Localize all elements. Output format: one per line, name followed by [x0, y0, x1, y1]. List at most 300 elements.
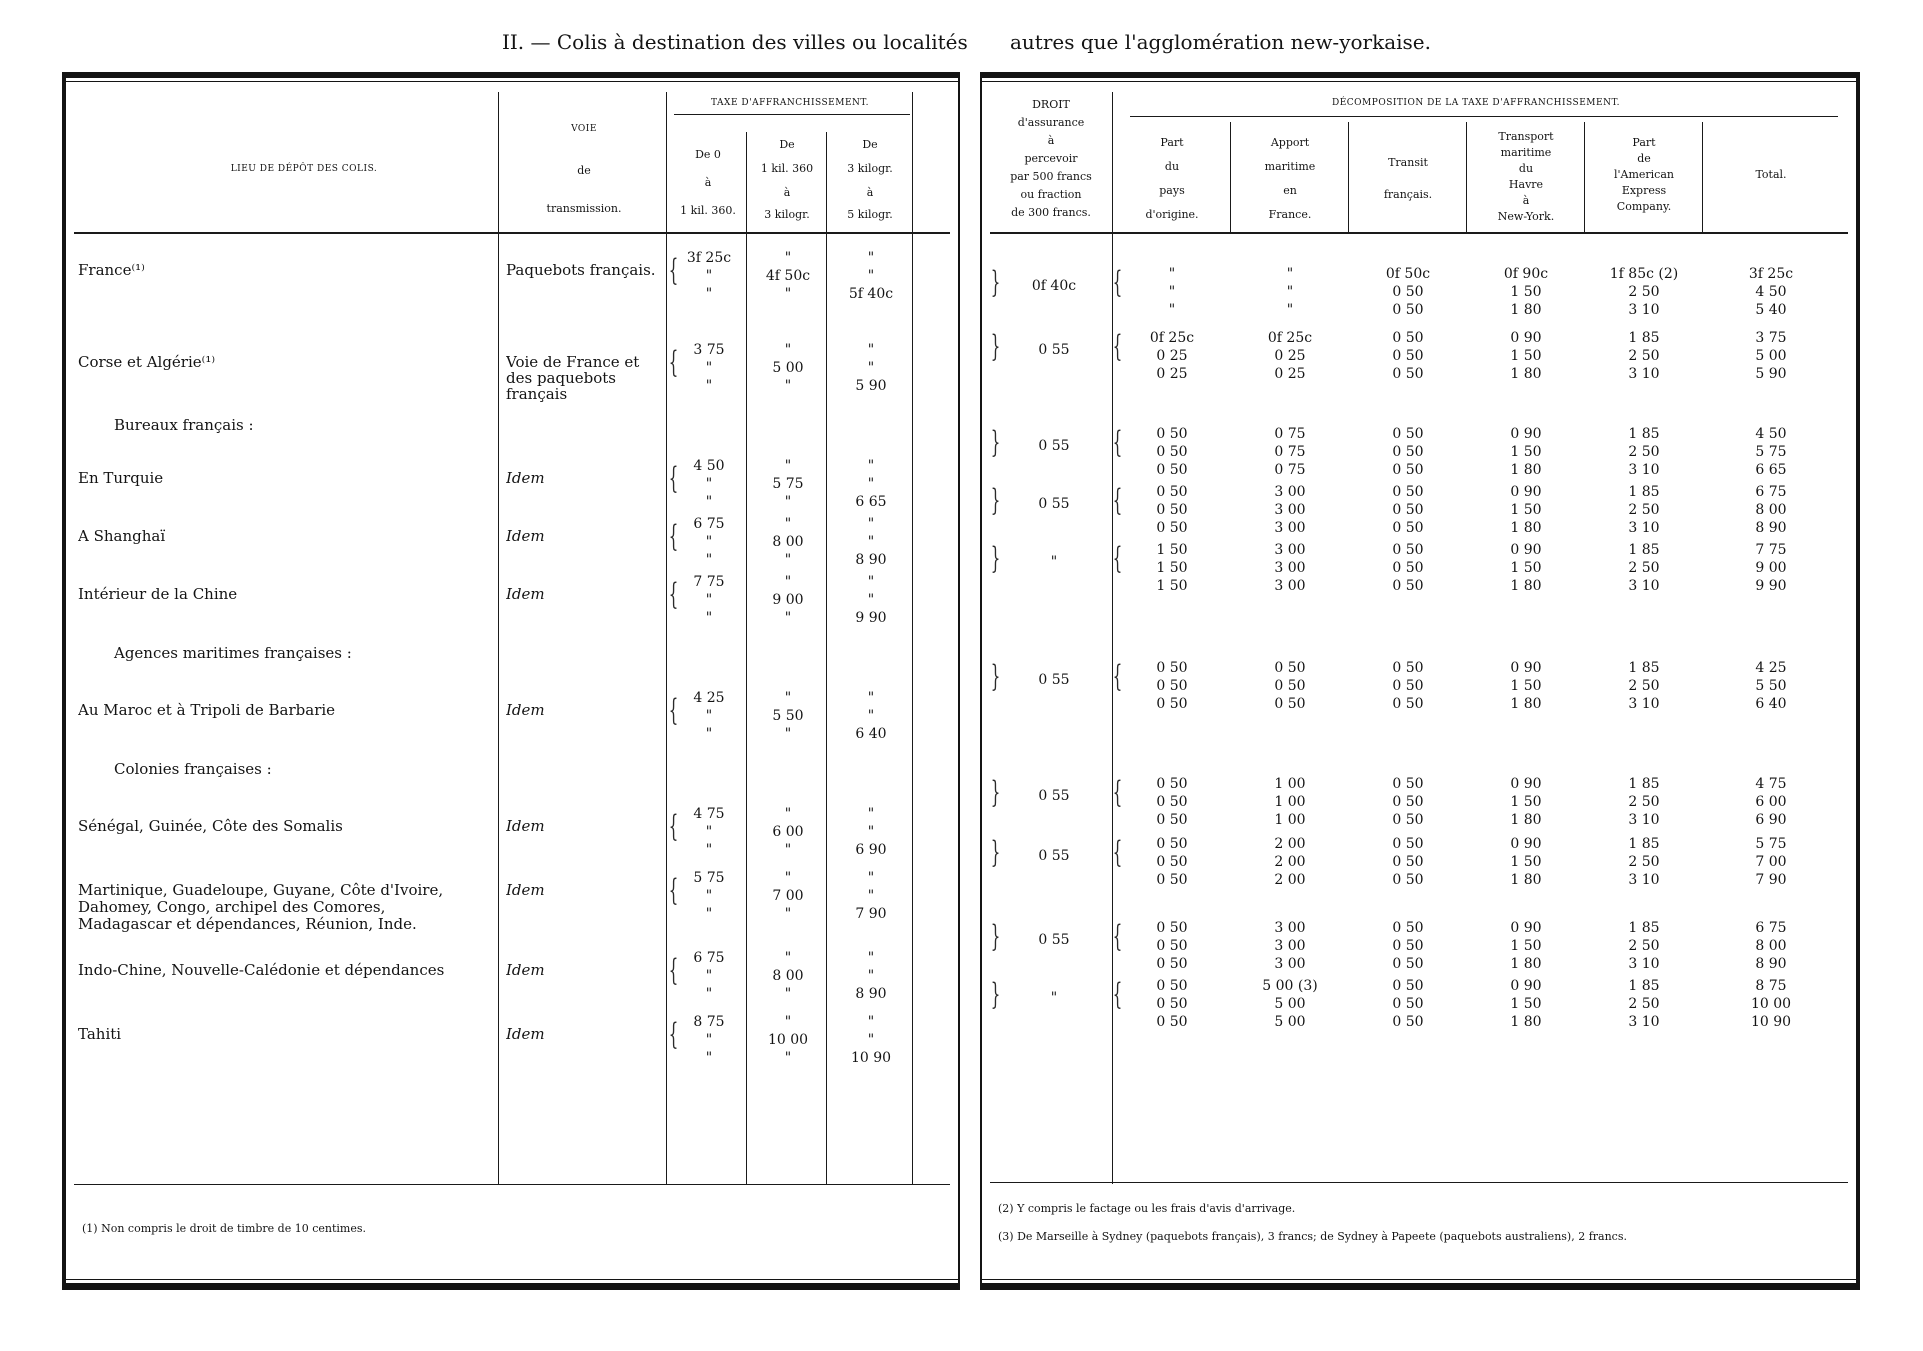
ditto-mark: " — [705, 286, 713, 302]
header-droit-line: d'assurance — [1017, 116, 1085, 129]
ditto-mark: " — [705, 1032, 713, 1048]
decomp-cell-col1: " — [1168, 284, 1176, 300]
right-footnote-2: (2) Y compris le factage ou les frais d'avis d'arrivage. — [998, 1202, 1296, 1215]
decomp-cell-col3: 0 50 — [1392, 872, 1424, 888]
ditto-mark: " — [705, 360, 713, 376]
decomp-cell-col2: 5 00 — [1274, 1014, 1306, 1030]
decomp-cell-col2: 0 50 — [1274, 696, 1306, 712]
row-tax-2: 9 00 — [772, 592, 804, 608]
row-tax-2: 4f 50c — [765, 268, 811, 284]
decomp-cell-col4: 0f 90c — [1503, 266, 1549, 282]
col-divider — [1112, 92, 1113, 1184]
ditto-mark: " — [867, 342, 875, 358]
decomp-cell-col3: 0 50 — [1392, 542, 1424, 558]
droit-assurance: 0 55 — [1038, 932, 1070, 948]
decomp-cell-col6: 4 50 — [1755, 426, 1787, 442]
droit-assurance: " — [1050, 554, 1058, 570]
droit-assurance: 0 55 — [1038, 848, 1070, 864]
header-c5-line: de — [1637, 152, 1651, 165]
decomp-cell-col6: 5 75 — [1755, 444, 1787, 460]
section-heading: Bureaux français : — [114, 416, 254, 434]
decomp-cell-col6: 5 40 — [1755, 302, 1787, 318]
decomp-cell-col3: 0 50 — [1392, 678, 1424, 694]
group-brace: } — [990, 541, 1001, 576]
decomp-cell-col6: 3f 25c — [1748, 266, 1794, 282]
header-col1-1: De 0 — [695, 148, 721, 161]
decomp-cell-col6: 5 90 — [1755, 366, 1787, 382]
decomp-cell-col2: 2 00 — [1274, 854, 1306, 870]
decomp-cell-col1: 1 50 — [1156, 542, 1188, 558]
ditto-mark: " — [784, 842, 792, 858]
decomp-cell-col6: 8 75 — [1755, 978, 1787, 994]
decomp-cell-col3: 0 50 — [1392, 854, 1424, 870]
ditto-mark: " — [705, 986, 713, 1002]
decomp-cell-col2: 5 00 — [1274, 996, 1306, 1012]
ditto-mark: " — [867, 458, 875, 474]
decomp-cell-col2: 3 00 — [1274, 542, 1306, 558]
row-lieu: Au Maroc et à Tripoli de Barbarie — [78, 702, 336, 719]
ditto-mark: " — [784, 726, 792, 742]
decomp-cell-col5: 2 50 — [1628, 996, 1660, 1012]
ditto-mark: " — [867, 968, 875, 984]
header-col1-3: 1 kil. 360. — [680, 204, 736, 217]
row-tax-1: 3f 25c — [686, 250, 732, 266]
right-table — [990, 92, 1848, 1269]
decomp-cell-col5: 1 85 — [1628, 660, 1660, 676]
row-tax-1: 4 50 — [693, 458, 725, 474]
ditto-mark: " — [705, 552, 713, 568]
decomp-cell-col4: 1 50 — [1510, 938, 1542, 954]
ditto-mark: " — [784, 552, 792, 568]
decomp-cell-col6: 7 90 — [1755, 872, 1787, 888]
decomp-underline — [1130, 116, 1838, 117]
decomp-cell-col4: 1 80 — [1510, 462, 1542, 478]
right-table-frame — [980, 72, 1860, 1290]
decomp-cell-col3: 0 50 — [1392, 696, 1424, 712]
header-c5-line: Part — [1632, 136, 1656, 149]
row-tax-2: 8 00 — [772, 534, 804, 550]
decomp-cell-col1: 0 50 — [1156, 956, 1188, 972]
header-c2-line: France. — [1268, 208, 1312, 221]
decomp-cell-col4: 1 80 — [1510, 872, 1542, 888]
ditto-mark: " — [705, 592, 713, 608]
decomp-cell-col2: 0 75 — [1274, 444, 1306, 460]
group-brace: } — [990, 977, 1001, 1012]
row-tax-3: 10 90 — [850, 1050, 892, 1066]
droit-assurance: 0 55 — [1038, 788, 1070, 804]
row-lieu: Sénégal, Guinée, Côte des Somalis — [78, 818, 343, 835]
decomp-cell-col2: 0 75 — [1274, 426, 1306, 442]
decomp-cell-col2: 0 25 — [1274, 366, 1306, 382]
decomp-cell-col1: 0 50 — [1156, 836, 1188, 852]
decomp-cell-col6: 4 25 — [1755, 660, 1787, 676]
ditto-mark: " — [784, 342, 792, 358]
header-col3-1: De — [862, 138, 878, 151]
decomp-cell-col5: 3 10 — [1628, 696, 1660, 712]
row-lieu: A Shanghaï — [78, 528, 166, 545]
row-voie: Idem — [506, 882, 545, 898]
decomp-cell-col4: 0 90 — [1510, 484, 1542, 500]
decomp-cell-col4: 1 50 — [1510, 794, 1542, 810]
header-c4-line: Transport — [1498, 130, 1554, 143]
ditto-mark: " — [784, 690, 792, 706]
row-voie: Idem — [506, 1026, 545, 1042]
decomp-cell-col4: 1 80 — [1510, 578, 1542, 594]
header-col1-2: à — [704, 176, 712, 189]
decomp-cell-col1: 0 25 — [1156, 366, 1188, 382]
ditto-mark: " — [867, 950, 875, 966]
row-brace: { — [668, 253, 679, 288]
row-brace: { — [668, 577, 679, 612]
ditto-mark: " — [784, 250, 792, 266]
decomp-cell-col4: 0 90 — [1510, 330, 1542, 346]
taxe-underline — [674, 114, 910, 115]
decomp-cell-col5: 3 10 — [1628, 872, 1660, 888]
col-divider — [1584, 122, 1585, 232]
header-c4-line: maritime — [1500, 146, 1552, 159]
decomp-cell-col4: 1 80 — [1510, 520, 1542, 536]
row-lieu: Intérieur de la Chine — [78, 586, 238, 603]
ditto-mark: " — [867, 534, 875, 550]
ditto-mark: " — [784, 950, 792, 966]
header-c5-line: Company. — [1616, 200, 1672, 213]
col-divider — [1230, 122, 1231, 232]
header-col2-1: De — [779, 138, 795, 151]
header-c4-line: à — [1522, 194, 1530, 207]
droit-assurance: 0 55 — [1038, 496, 1070, 512]
row-tax-1: 4 75 — [693, 806, 725, 822]
decomp-cell-col2: 3 00 — [1274, 502, 1306, 518]
row-brace: { — [668, 809, 679, 844]
group-brace: { — [1112, 329, 1123, 364]
header-voie-1: VOIE — [571, 124, 597, 134]
group-brace: } — [990, 835, 1001, 870]
decomp-cell-col5: 3 10 — [1628, 302, 1660, 318]
ditto-mark: " — [867, 708, 875, 724]
decomp-cell-col6: 6 75 — [1755, 920, 1787, 936]
decomp-cell-col2: 1 00 — [1274, 794, 1306, 810]
col-divider — [912, 92, 913, 1184]
row-brace: { — [668, 953, 679, 988]
decomp-cell-col4: 0 90 — [1510, 542, 1542, 558]
ditto-mark: " — [867, 360, 875, 376]
left-table — [74, 92, 950, 1269]
decomp-cell-col1: 0 50 — [1156, 462, 1188, 478]
row-lieu: En Turquie — [78, 470, 164, 487]
decomp-cell-col5: 1 85 — [1628, 426, 1660, 442]
decomp-cell-col5: 2 50 — [1628, 444, 1660, 460]
ditto-mark: " — [705, 476, 713, 492]
decomp-cell-col4: 1 50 — [1510, 996, 1542, 1012]
col-divider — [1702, 122, 1703, 232]
right-page-title: autres que l'agglomération new-yorkaise. — [1010, 30, 1431, 54]
decomp-cell-col3: 0 50 — [1392, 426, 1424, 442]
decomp-cell-col3: 0 50 — [1392, 794, 1424, 810]
group-brace: { — [1112, 977, 1123, 1012]
group-brace: { — [1112, 541, 1123, 576]
decomp-cell-col6: 3 75 — [1755, 330, 1787, 346]
decomp-cell-col3: 0 50 — [1392, 560, 1424, 576]
decomp-cell-col4: 0 90 — [1510, 978, 1542, 994]
row-tax-2: 5 75 — [772, 476, 804, 492]
ditto-mark: " — [705, 378, 713, 394]
decomp-cell-col5: 2 50 — [1628, 502, 1660, 518]
decomp-cell-col2: 3 00 — [1274, 520, 1306, 536]
row-lieu: Corse et Algérie⁽¹⁾ — [78, 354, 216, 371]
decomp-cell-col4: 1 50 — [1510, 560, 1542, 576]
col-divider — [666, 92, 667, 1184]
decomp-cell-col5: 3 10 — [1628, 366, 1660, 382]
decomp-cell-col6: 9 00 — [1755, 560, 1787, 576]
decomp-cell-col1: 0 50 — [1156, 678, 1188, 694]
left-page-title: II. — Colis à destination des villes ou localités — [502, 30, 968, 54]
col-divider — [826, 132, 827, 1184]
header-rule — [74, 232, 950, 234]
decomp-cell-col3: 0 50 — [1392, 462, 1424, 478]
decomp-cell-col6: 8 90 — [1755, 520, 1787, 536]
row-tax-1: 6 75 — [693, 516, 725, 532]
decomp-cell-col1: " — [1168, 302, 1176, 318]
header-col3-3: à — [866, 186, 874, 199]
row-lieu: Tahiti — [78, 1026, 122, 1043]
decomp-cell-col4: 0 90 — [1510, 920, 1542, 936]
header-col2-4: 3 kilogr. — [764, 208, 810, 221]
droit-assurance: 0 55 — [1038, 672, 1070, 688]
decomp-cell-col6: 5 00 — [1755, 348, 1787, 364]
left-footnote: (1) Non compris le droit de timbre de 10 centimes. — [82, 1222, 367, 1235]
decomp-cell-col5: 3 10 — [1628, 1014, 1660, 1030]
decomp-cell-col2: 3 00 — [1274, 484, 1306, 500]
decomp-cell-col6: 5 50 — [1755, 678, 1787, 694]
decomp-cell-col6: 10 90 — [1750, 1014, 1792, 1030]
group-brace: } — [990, 265, 1001, 300]
header-c1-line: Part — [1160, 136, 1184, 149]
ditto-mark: " — [705, 906, 713, 922]
ditto-mark: " — [705, 610, 713, 626]
decomp-cell-col3: 0 50 — [1392, 776, 1424, 792]
group-brace: { — [1112, 425, 1123, 460]
decomp-cell-col1: 0 50 — [1156, 938, 1188, 954]
decomp-cell-col1: 0 50 — [1156, 872, 1188, 888]
decomp-cell-col2: 1 00 — [1274, 812, 1306, 828]
group-brace: { — [1112, 775, 1123, 810]
row-brace: { — [668, 873, 679, 908]
row-tax-2: 5 50 — [772, 708, 804, 724]
decomp-cell-col3: 0 50 — [1392, 520, 1424, 536]
decomp-cell-col1: 0 50 — [1156, 978, 1188, 994]
ditto-mark: " — [867, 1014, 875, 1030]
header-droit-line: percevoir — [1024, 152, 1078, 165]
decomp-cell-col1: 0f 25c — [1149, 330, 1195, 346]
decomp-cell-col3: 0 50 — [1392, 578, 1424, 594]
header-taxe: TAXE D'AFFRANCHISSEMENT. — [711, 98, 869, 108]
row-brace: { — [668, 1017, 679, 1052]
decomp-cell-col3: 0 50 — [1392, 1014, 1424, 1030]
decomp-cell-col6: 5 75 — [1755, 836, 1787, 852]
decomp-cell-col3: 0 50 — [1392, 996, 1424, 1012]
decomp-cell-col4: 1 50 — [1510, 444, 1542, 460]
decomp-cell-col3: 0 50 — [1392, 284, 1424, 300]
decomp-cell-col4: 1 50 — [1510, 854, 1542, 870]
droit-assurance: " — [1050, 990, 1058, 1006]
decomp-cell-col6: 6 75 — [1755, 484, 1787, 500]
decomp-cell-col6: 6 90 — [1755, 812, 1787, 828]
header-voie-2: de — [577, 164, 591, 177]
row-brace: { — [668, 519, 679, 554]
header-c1-line: d'origine. — [1145, 208, 1199, 221]
ditto-mark: " — [705, 1050, 713, 1066]
decomp-cell-col3: 0 50 — [1392, 920, 1424, 936]
col-divider — [498, 92, 499, 1184]
decomp-cell-col5: 2 50 — [1628, 854, 1660, 870]
decomp-cell-col2: 5 00 (3) — [1262, 978, 1318, 994]
row-tax-1: 6 75 — [693, 950, 725, 966]
decomp-cell-col3: 0 50 — [1392, 956, 1424, 972]
header-c4-line: New-York. — [1497, 210, 1555, 223]
group-brace: { — [1112, 265, 1123, 300]
decomp-cell-col2: 0 75 — [1274, 462, 1306, 478]
header-lieu: LIEU DE DÉPÔT DES COLIS. — [230, 164, 378, 174]
decomp-cell-col2: 3 00 — [1274, 956, 1306, 972]
row-tax-2: 10 00 — [767, 1032, 809, 1048]
ditto-mark: " — [867, 516, 875, 532]
header-c4-line: du — [1518, 162, 1534, 175]
row-tax-3: 6 65 — [855, 494, 887, 510]
row-brace: { — [668, 461, 679, 496]
decomp-cell-col4: 1 80 — [1510, 956, 1542, 972]
row-tax-1: 8 75 — [693, 1014, 725, 1030]
col-divider — [1466, 122, 1467, 232]
ditto-mark: " — [784, 494, 792, 510]
decomp-cell-col1: 0 25 — [1156, 348, 1188, 364]
row-tax-2: 6 00 — [772, 824, 804, 840]
decomp-cell-col1: 0 50 — [1156, 426, 1188, 442]
header-droit-line: à — [1047, 134, 1055, 147]
decomp-cell-col5: 2 50 — [1628, 938, 1660, 954]
header-c3-line: français. — [1383, 188, 1433, 201]
decomp-cell-col6: 6 00 — [1755, 794, 1787, 810]
decomp-cell-col1: 0 50 — [1156, 1014, 1188, 1030]
decomp-cell-col6: 6 40 — [1755, 696, 1787, 712]
decomp-cell-col6: 10 00 — [1750, 996, 1792, 1012]
decomp-cell-col1: 0 50 — [1156, 660, 1188, 676]
decomp-cell-col4: 1 80 — [1510, 812, 1542, 828]
ditto-mark: " — [705, 888, 713, 904]
header-c5-line: l'American — [1613, 168, 1674, 181]
header-c3-line: Transit — [1388, 156, 1428, 169]
decomp-cell-col5: 1 85 — [1628, 484, 1660, 500]
ditto-mark: " — [867, 870, 875, 886]
decomp-cell-col4: 1 50 — [1510, 348, 1542, 364]
decomp-cell-col6: 8 00 — [1755, 938, 1787, 954]
row-brace: { — [668, 693, 679, 728]
ditto-mark: " — [784, 458, 792, 474]
header-droit-line: de 300 francs. — [1011, 206, 1091, 219]
decomp-cell-col4: 1 80 — [1510, 302, 1542, 318]
group-brace: } — [990, 659, 1001, 694]
row-tax-3: 5f 40c — [848, 286, 894, 302]
ditto-mark: " — [784, 986, 792, 1002]
right-footnote-3: (3) De Marseille à Sydney (paquebots français), 3 francs; de Sydney à Papeete (paquebots australiens), 2 francs. — [998, 1230, 1627, 1243]
decomp-cell-col4: 0 90 — [1510, 660, 1542, 676]
ditto-mark: " — [705, 708, 713, 724]
ditto-mark: " — [705, 268, 713, 284]
ditto-mark: " — [784, 286, 792, 302]
row-tax-3: 7 90 — [855, 906, 887, 922]
decomp-cell-col1: 0 50 — [1156, 696, 1188, 712]
decomp-cell-col1: 0 50 — [1156, 996, 1188, 1012]
decomp-cell-col3: 0 50 — [1392, 366, 1424, 382]
decomp-cell-col6: 8 00 — [1755, 502, 1787, 518]
decomp-cell-col5: 1 85 — [1628, 836, 1660, 852]
decomp-cell-col5: 3 10 — [1628, 520, 1660, 536]
ditto-mark: " — [784, 610, 792, 626]
decomp-cell-col1: 0 50 — [1156, 920, 1188, 936]
decomp-cell-col6: 4 50 — [1755, 284, 1787, 300]
decomp-cell-col5: 3 10 — [1628, 956, 1660, 972]
group-brace: } — [990, 329, 1001, 364]
ditto-mark: " — [867, 574, 875, 590]
decomp-cell-col2: " — [1286, 266, 1294, 282]
ditto-mark: " — [705, 968, 713, 984]
ditto-mark: " — [705, 534, 713, 550]
section-heading: Colonies françaises : — [114, 760, 272, 778]
decomp-cell-col1: 0 50 — [1156, 794, 1188, 810]
decomp-cell-col2: 0 50 — [1274, 660, 1306, 676]
decomp-cell-col2: 0 25 — [1274, 348, 1306, 364]
group-brace: { — [1112, 919, 1123, 954]
group-brace: { — [1112, 659, 1123, 694]
ditto-mark: " — [867, 690, 875, 706]
row-voie: Idem — [506, 702, 545, 718]
row-tax-1: 7 75 — [693, 574, 725, 590]
droit-assurance: 0 55 — [1038, 342, 1070, 358]
decomp-cell-col2: 2 00 — [1274, 836, 1306, 852]
decomp-cell-col5: 3 10 — [1628, 578, 1660, 594]
decomp-cell-col5: 1 85 — [1628, 330, 1660, 346]
group-brace: } — [990, 483, 1001, 518]
ditto-mark: " — [867, 268, 875, 284]
decomp-cell-col3: 0 50 — [1392, 302, 1424, 318]
decomp-cell-col3: 0 50 — [1392, 660, 1424, 676]
row-lieu: Indo-Chine, Nouvelle-Calédonie et dépendances — [78, 962, 445, 979]
header-c6-line: Total. — [1755, 168, 1787, 181]
decomp-cell-col1: 0 50 — [1156, 502, 1188, 518]
section-heading: Agences maritimes françaises : — [114, 644, 352, 662]
header-droit-line: DROIT — [1032, 98, 1070, 111]
row-tax-3: 8 90 — [855, 552, 887, 568]
row-lieu: France⁽¹⁾ — [78, 262, 145, 279]
ditto-mark: " — [784, 378, 792, 394]
decomp-cell-col5: 2 50 — [1628, 678, 1660, 694]
decomp-cell-col1: 1 50 — [1156, 578, 1188, 594]
header-droit-line: par 500 francs — [1010, 170, 1092, 183]
header-col2-2: 1 kil. 360 — [760, 162, 814, 175]
decomp-cell-col6: 7 00 — [1755, 854, 1787, 870]
footer-rule — [74, 1184, 950, 1185]
decomp-cell-col6: 7 75 — [1755, 542, 1787, 558]
row-tax-3: 6 40 — [855, 726, 887, 742]
decomp-cell-col4: 1 50 — [1510, 678, 1542, 694]
decomp-cell-col3: 0 50 — [1392, 938, 1424, 954]
decomp-cell-col2: 0 50 — [1274, 678, 1306, 694]
ditto-mark: " — [867, 1032, 875, 1048]
decomp-cell-col3: 0 50 — [1392, 484, 1424, 500]
header-c5-line: Express — [1621, 184, 1667, 197]
header-c2-line: Apport — [1270, 136, 1310, 149]
decomp-cell-col2: 3 00 — [1274, 938, 1306, 954]
decomp-cell-col5: 1 85 — [1628, 776, 1660, 792]
